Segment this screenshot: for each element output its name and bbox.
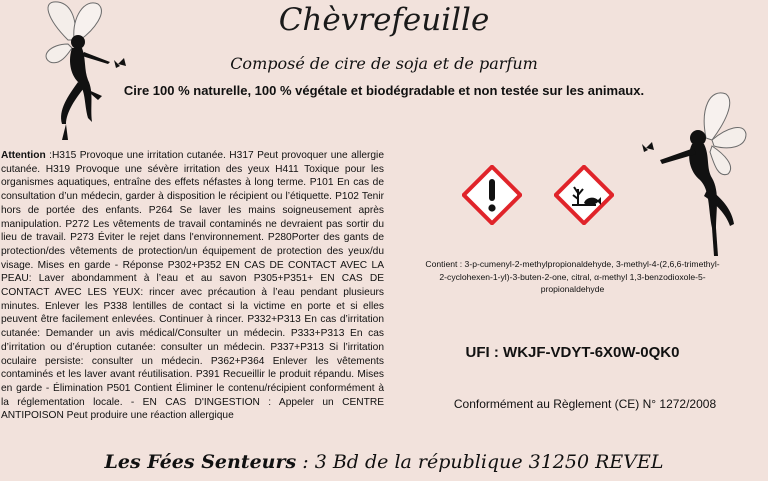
footer-address — [0, 451, 768, 473]
warning-label: Attention — [1, 150, 46, 161]
address-text: : 3 Bd de la république 31250 REVEL — [296, 451, 664, 473]
ingredients-list: Contient : 3-p-cumenyl-2-methylpropionaldehyde, 3-methyl-4-(2,6,6-trimethyl-2-cyclohexen-1-yl)-3-buten-2-one, citral, α-methyl 1,3-benzodioxole-5-propionaldehyde — [425, 259, 720, 294]
hazard-pictograms — [462, 165, 614, 225]
environment-hazard-icon — [554, 165, 614, 225]
brand-name: Les Fées Senteurs — [104, 451, 297, 473]
ufi-code: UFI : WKJF-VDYT-6X0W-0QK0 — [465, 344, 680, 361]
warning-statements: :H315 Provoque une irritation cutanée. H317 Peut provoquer une allergie cutanée. H319 Provoque une sévère irritation des yeux H411 Toxique pour les organismes aquatiques, entraîne des effets néfastes à long terme. P101 En cas de consultation d’un médecin, garder à disposition le récipient ou l’étiquette. P102 Tenir hors de portée des enfants. P264 Se laver les mains soigneusement après manipulation. P272 Les vêtements de travail contaminés ne devraient pas sortir du lieu de travail. P273 Éviter le rejet dans l'environnement. P280Porter des gants de protection/des vêtements de protection/un équipement de protection des yeux/du visage. Mises en garde - Réponse P302+P352 EN CAS DE CONTACT AVEC LA PEAU: Laver abondamment à l’eau et au savon P305+P351+ EN CAS DE CONTACT AVEC LES YEUX: rincer avec précaution à l’eau pendant plusieurs minutes. Enlever les P338 lentilles de contact si la victime en porte et si elles peuvent être facilement enlevées. Continuer à rincer. P332+P313 En cas d’irritation cutanée: Demander un avis médical/Consulter un médecin. P333+P313 En cas d’irritation ou d’éruption cutanée: consulter un médecin. P337+P313 Si l’irritation oculaire persiste: consulter un médecin. P362+P364 Enlever les vêtements contaminés et les laver avant réutilisation. P391 Recueillir le produit répandu. Mises en garde - Élimination P501 Contient Éliminer le contenu/récipient conformément à la réglementation locale. - EN CAS D'INGESTION : Appeler un CENTRE ANTIPOISON Peut produire une réaction allergique — [1, 150, 384, 422]
product-subtitle: Composé de cire de soja et de parfum — [230, 54, 538, 73]
fairy-right-icon — [640, 88, 750, 258]
exclamation-hazard-icon — [462, 165, 522, 225]
product-claim: Cire 100 % naturelle, 100 % végétale et biodégradable et non testée sur les animaux. — [123, 83, 645, 98]
regulation-note: Conformément au Règlement (CE) N° 1272/2008 — [453, 397, 717, 411]
warning-text-block — [1, 149, 384, 423]
product-title: Chèvrefeuille — [278, 2, 490, 38]
